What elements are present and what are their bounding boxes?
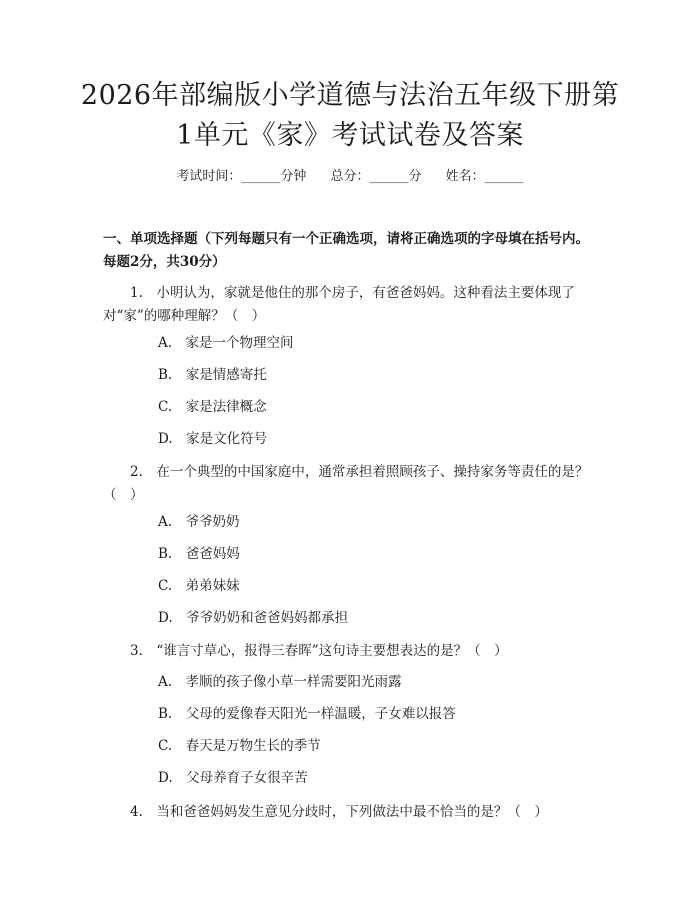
question-text: 2. 在一个典型的中国家庭中，通常承担着照顾孩子、操持家务等责任的是？（ ）	[103, 464, 589, 503]
title-line-1: 2026年部编版小学道德与法治五年级下册第	[80, 80, 620, 111]
question-3	[103, 640, 600, 663]
exam-score: 总分：______分	[330, 169, 422, 184]
question-text: 4. 当和爸爸妈妈发生意见分歧时，下列做法中最不恰当的是？（ ）	[130, 804, 548, 820]
question-1	[103, 282, 600, 328]
option-3d: D. 父母养育子女很辛苦	[158, 770, 308, 786]
exam-time: 考试时间：______分钟	[176, 169, 307, 184]
option-1c: C. 家是法律概念	[158, 399, 267, 415]
option-2c: C. 弟弟妹妹	[158, 578, 240, 594]
exam-meta	[0, 168, 700, 186]
option-1b: B. 家是情感寄托	[158, 367, 267, 383]
question-text: 1. 小明认为，家就是他住的那个房子，有爸爸妈妈。这种看法主要体现了对“家”的哪种理解？（ ）	[103, 285, 575, 324]
exam-name: 姓名：______	[445, 169, 524, 184]
question-2	[103, 461, 600, 507]
option-3b: B. 父母的爱像春天阳光一样温暖，子女难以报答	[158, 706, 456, 722]
option-3a: A. 孝顺的孩子像小草一样需要阳光雨露	[158, 674, 402, 690]
option-2a: A. 爷爷奶奶	[158, 514, 240, 530]
option-2b: B. 爸爸妈妈	[158, 546, 240, 562]
option-1a: A. 家是一个物理空间	[158, 335, 294, 351]
option-2d: D. 爷爷奶奶和爸爸妈妈都承担	[158, 610, 349, 626]
question-text: 3. “谁言寸草心，报得三春晖”这句诗主要想表达的是？（ ）	[130, 643, 508, 659]
option-1d: D. 家是文化符号	[158, 431, 268, 447]
option-3c: C. 春天是万物生长的季节	[158, 738, 321, 754]
section-title: 一、单项选择题（下列每题只有一个正确选项，请将正确选项的字母填在括号内。每题2分，共30分）	[103, 231, 589, 270]
exam-title	[60, 76, 640, 156]
title-line-2: 1单元《家》考试试卷及答案	[176, 120, 524, 151]
question-4	[103, 801, 600, 824]
